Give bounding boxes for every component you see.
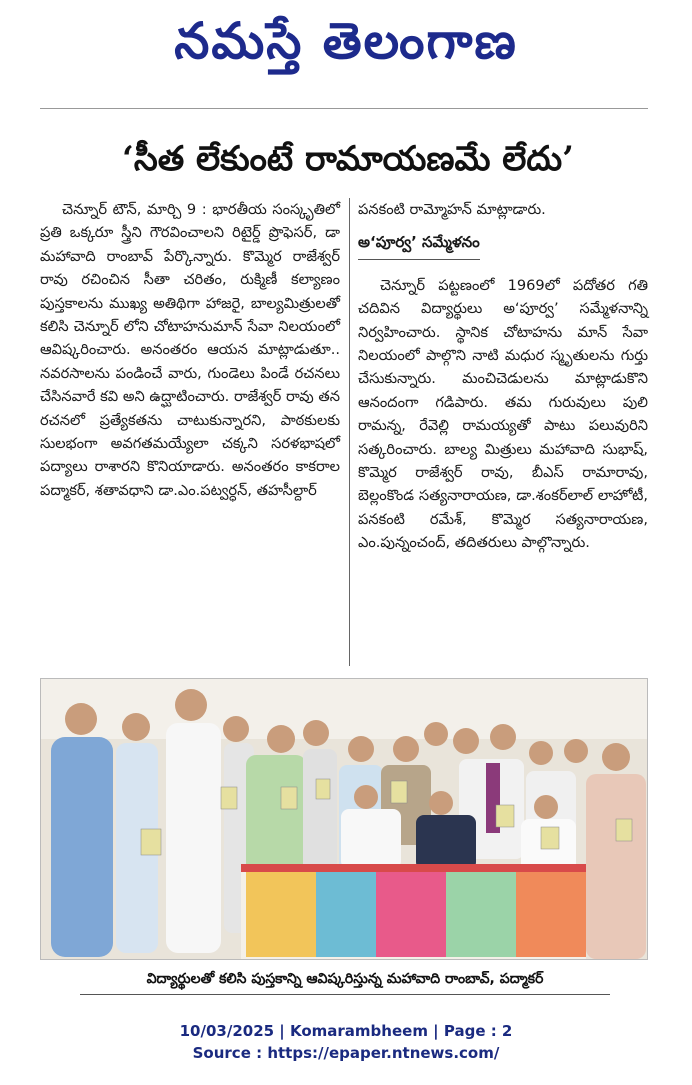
article-paragraph: చెన్నూర్ పట్టణంలో 1969లో పదోతర గతి చదివిన విద్యార్థులు అ‘పూర్వ’ సమ్మేళనాన్ని నిర్వహించారు. స్థానిక చోటాహను మాన్ సేవా నిలయంలో పాల్గొని నాటి మధుర స్మృతులను గుర్తు చేసుకున్నారు. మంచిచెడులను మాట్లాడుకొని ఆనందంగా గడిపారు. తమ గురువులు పులి రామన్న, రేవెల్లి రామయ్యతో పాటు పలువురిని సత్కరించారు. బాల్య మిత్రులు మహావాది సుభాష్, కొమ్మెర రాజేశ్వర్ రావు, బీఎస్ రామారావు, బెల్లంకొండ సత్యనారాయణ, డా.శంకర్‌లాల్ లాహోటీ, పనకంటి రమేశ్, కొమ్మెర సత్యనారాయణ, ఎం.పున్నంచంద్, తదితరులు పాల్గొన్నారు. [358, 276, 648, 552]
article-paragraph: చెన్నూర్ టౌన్, మార్చి 9 : భారతీయ సంస్కృతిలో ప్రతి ఒక్కరూ స్త్రీని గౌరవించాలని రిటైర్డ్ ప్రొఫెసర్, డా మహావాది రాంబావ్ పేర్కొన్నారు. కొమ్మెర రాజేశ్వర్ రావు రచించిన సీతా చరితం, రుక్మిణీ కల్యాణం పుస్తకాలను ముఖ్య అతిథిగా హాజరై, బాల్యమిత్రులతో కలిసి చెన్నూర్ లోని చోటాహనుమాన్ సేవా నిలయంలో ఆవిష్కరించారు. అనంతరం ఆయన మాట్లాడుతూ.. నవరసాలను పండించే వారు, గుండెలు పిండే రచనలు చేసినవారే కవి అని ఉద్ఘాటించారు. రాజేశ్వర్ రావు తన రచనలో ప్రత్యేకతను చాటుకున్నారని, పాఠకులకు సులభంగా అవగతమయ్యేలా చక్కని సరళభాషలో పద్యాలు రాశారని కొనియాడారు. అనంతరం కాకరాల పద్మాకర్, శతావధాని డా.ఎం.పట్వర్ధన్, తహసీల్దార్ [40, 201, 340, 499]
article-headline: ‘సీత లేకుంటే రామాయణమే లేదు’ [122, 139, 574, 179]
event-photo [40, 678, 648, 960]
footer-date-edition: 10/03/2025 | Komarambheem | Page : 2 [179, 1022, 513, 1040]
group-photo-illustration [41, 679, 647, 959]
photo-caption: విద్యార్థులతో కలిసి పుస్తకాన్ని ఆవిష్కరిస్తున్న మహావాది రాంబావ్, పద్మాకర్ [80, 964, 610, 995]
article-subheading: అ‘పూర్వ’ సమ్మేళనం [358, 231, 480, 259]
article-left-column [40, 198, 340, 658]
article-right-column [358, 198, 648, 658]
column-divider [349, 198, 350, 666]
newspaper-masthead: నమస్తే తెలంగాణ [174, 11, 518, 70]
footer-source-link[interactable]: Source : https://epaper.ntnews.com/ [192, 1044, 500, 1062]
masthead-rule [40, 108, 648, 109]
article-paragraph-lead: పనకంటి రామ్మోహన్ మాట్లాడారు. [358, 201, 546, 218]
